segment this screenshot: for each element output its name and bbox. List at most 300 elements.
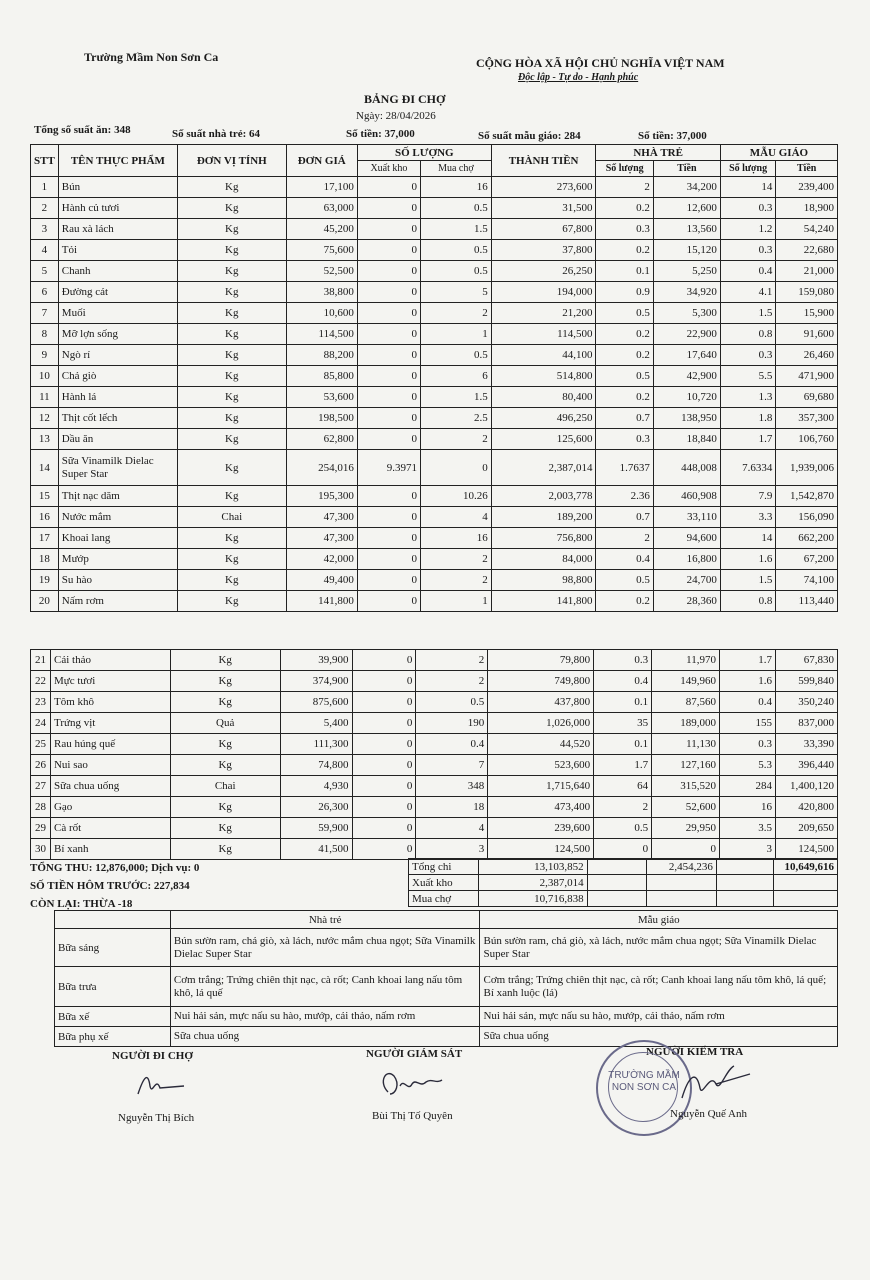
col-stock: Xuất kho <box>357 161 420 177</box>
row-name: Nấm rơm <box>58 591 177 612</box>
col-amount: THÀNH TIỀN <box>491 145 596 177</box>
food-row <box>31 261 838 282</box>
xuat-kho-label: Xuất kho <box>409 875 479 891</box>
row-stock: 0 <box>357 387 420 408</box>
row-unit: Kg <box>177 324 286 345</box>
row-stock: 0 <box>357 429 420 450</box>
row-amount: 756,800 <box>491 528 596 549</box>
row-price: 4,930 <box>280 776 352 797</box>
row-nt-amount: 29,950 <box>652 818 720 839</box>
col-unit: ĐƠN VỊ TÍNH <box>177 145 286 177</box>
row-mg-amount: 54,240 <box>776 219 838 240</box>
row-unit: Kg <box>170 818 280 839</box>
row-name: Nước mắm <box>58 507 177 528</box>
row-nt-qty: 2 <box>596 528 653 549</box>
row-mg-amount: 159,080 <box>776 282 838 303</box>
menu-nt: Bún sườn ram, chả giò, xà lách, nước mắm chua ngọt; Sữa Vinamilk Dielac Super Star <box>170 929 480 967</box>
row-amount: 37,800 <box>491 240 596 261</box>
row-buy: 190 <box>416 713 488 734</box>
row-mg-amount: 74,100 <box>776 570 838 591</box>
row-amount: 473,400 <box>488 797 594 818</box>
row-name: Thịt cốt lếch <box>58 408 177 429</box>
mau-giao-price: Số tiền: 37,000 <box>638 130 707 142</box>
row-price: 111,300 <box>280 734 352 755</box>
row-stock: 0 <box>357 261 420 282</box>
checker-title: NGƯỜI KIỂM TRA <box>646 1046 744 1058</box>
row-buy: 348 <box>416 776 488 797</box>
food-row <box>31 198 838 219</box>
food-row <box>31 591 838 612</box>
row-nt-qty: 35 <box>594 713 652 734</box>
row-nt-amount: 13,560 <box>653 219 720 240</box>
col-stt: STT <box>31 145 59 177</box>
row-name: Bún <box>58 177 177 198</box>
row-amount: 44,100 <box>491 345 596 366</box>
col-mg-sl: Số lượng <box>720 161 776 177</box>
row-buy: 10.26 <box>420 486 491 507</box>
row-nt-amount: 17,640 <box>653 345 720 366</box>
row-stt: 22 <box>31 671 51 692</box>
row-mg-qty: 3 <box>720 839 776 860</box>
row-stock: 0 <box>357 177 420 198</box>
row-stt: 10 <box>31 366 59 387</box>
row-nt-amount: 34,200 <box>653 177 720 198</box>
row-stt: 30 <box>31 839 51 860</box>
supervisor-title: NGƯỜI GIÁM SÁT <box>366 1048 463 1060</box>
row-stt: 15 <box>31 486 59 507</box>
row-mg-amount: 18,900 <box>776 198 838 219</box>
row-unit: Kg <box>177 528 286 549</box>
row-buy: 2 <box>420 429 491 450</box>
row-nt-amount: 149,960 <box>652 671 720 692</box>
row-nt-amount: 460,908 <box>653 486 720 507</box>
row-name: Rau húng quế <box>50 734 170 755</box>
row-mg-qty: 0.3 <box>720 198 776 219</box>
food-row <box>31 671 838 692</box>
row-unit: Kg <box>177 219 286 240</box>
row-mg-amount: 209,650 <box>775 818 837 839</box>
row-unit: Kg <box>177 486 286 507</box>
row-stock: 0 <box>357 198 420 219</box>
row-stock: 0 <box>357 591 420 612</box>
menu-mg: Bún sườn ram, chả giò, xà lách, nước mắm chua ngọt; Sữa Vinamilk Dielac Super Star <box>480 929 838 967</box>
row-stt: 23 <box>31 692 51 713</box>
row-amount: 1,026,000 <box>488 713 594 734</box>
row-mg-amount: 26,460 <box>776 345 838 366</box>
row-stt: 8 <box>31 324 59 345</box>
row-name: Mướp <box>58 549 177 570</box>
food-row <box>31 282 838 303</box>
row-nt-qty: 2.36 <box>596 486 653 507</box>
row-nt-qty: 0.1 <box>594 734 652 755</box>
menu-table <box>54 910 838 1047</box>
row-buy: 4 <box>416 818 488 839</box>
row-stock: 0 <box>357 240 420 261</box>
row-stock: 0 <box>352 692 416 713</box>
row-amount: 273,600 <box>491 177 596 198</box>
row-mg-qty: 3.5 <box>720 818 776 839</box>
row-price: 254,016 <box>286 450 357 486</box>
row-unit: Kg <box>177 429 286 450</box>
row-stt: 5 <box>31 261 59 282</box>
food-row <box>31 818 838 839</box>
tong-chi-label: Tổng chi <box>409 859 479 875</box>
row-buy: 0.5 <box>420 345 491 366</box>
row-nt-qty: 64 <box>594 776 652 797</box>
food-row <box>31 528 838 549</box>
row-stt: 6 <box>31 282 59 303</box>
row-mg-amount: 396,440 <box>775 755 837 776</box>
row-unit: Kg <box>170 650 280 671</box>
menu-meal: Bữa xế <box>55 1007 171 1027</box>
row-stt: 26 <box>31 755 51 776</box>
row-buy: 6 <box>420 366 491 387</box>
checker-signature <box>676 1058 756 1108</box>
food-row <box>31 387 838 408</box>
row-nt-amount: 12,600 <box>653 198 720 219</box>
row-unit: Chai <box>177 507 286 528</box>
menu-nt: Nui hải sản, mực nấu su hào, mướp, cải thảo, nấm rơm <box>170 1007 480 1027</box>
row-amount: 749,800 <box>488 671 594 692</box>
col-price: ĐƠN GIÁ <box>286 145 357 177</box>
row-mg-amount: 662,200 <box>776 528 838 549</box>
row-price: 63,000 <box>286 198 357 219</box>
row-unit: Kg <box>177 345 286 366</box>
menu-mg: Cơm trắng; Trứng chiên thịt nạc, cà rốt; Canh khoai lang nấu tôm khô, lá quế; Bí xanh luộc (lá) <box>480 967 838 1007</box>
tong-chi-value: 13,103,852 <box>478 859 587 875</box>
row-price: 198,500 <box>286 408 357 429</box>
row-stock: 0 <box>352 839 416 860</box>
row-amount: 44,520 <box>488 734 594 755</box>
row-buy: 1.5 <box>420 387 491 408</box>
row-stock: 0 <box>352 713 416 734</box>
nha-tre-meals: Số suất nhà trẻ: 64 <box>172 128 261 140</box>
row-price: 52,500 <box>286 261 357 282</box>
row-nt-qty: 0.7 <box>596 507 653 528</box>
row-stock: 0 <box>357 345 420 366</box>
row-buy: 2 <box>420 549 491 570</box>
row-unit: Kg <box>177 303 286 324</box>
row-amount: 437,800 <box>488 692 594 713</box>
row-stock: 0 <box>357 366 420 387</box>
row-mg-amount: 420,800 <box>775 797 837 818</box>
row-stock: 0 <box>352 818 416 839</box>
row-nt-qty: 0.3 <box>594 650 652 671</box>
food-row <box>31 650 838 671</box>
row-price: 49,400 <box>286 570 357 591</box>
nha-tre-price: Số tiền: 37,000 <box>346 128 415 140</box>
row-name: Khoai lang <box>58 528 177 549</box>
col-name: TÊN THỰC PHẨM <box>58 145 177 177</box>
row-nt-qty: 1.7637 <box>596 450 653 486</box>
row-nt-qty: 0.2 <box>596 387 653 408</box>
row-nt-amount: 10,720 <box>653 387 720 408</box>
col-nt-tien: Tiền <box>653 161 720 177</box>
row-mg-qty: 0.3 <box>720 240 776 261</box>
row-nt-qty: 0.2 <box>596 198 653 219</box>
mua-cho-value: 10,716,838 <box>478 891 587 907</box>
row-mg-amount: 357,300 <box>776 408 838 429</box>
row-name: Bí xanh <box>50 839 170 860</box>
row-mg-amount: 113,440 <box>776 591 838 612</box>
row-buy: 0.4 <box>416 734 488 755</box>
food-table-part2 <box>30 649 838 860</box>
country-name: CỘNG HÒA XÃ HỘI CHỦ NGHĨA VIỆT NAM <box>476 56 725 70</box>
row-stock: 9.3971 <box>357 450 420 486</box>
food-row <box>31 776 838 797</box>
row-nt-qty: 0.5 <box>594 818 652 839</box>
row-price: 10,600 <box>286 303 357 324</box>
buyer-title: NGƯỜI ĐI CHỢ <box>112 1050 193 1062</box>
row-nt-qty: 0.3 <box>596 219 653 240</box>
row-unit: Kg <box>170 692 280 713</box>
row-nt-qty: 0.2 <box>596 345 653 366</box>
food-row <box>31 429 838 450</box>
row-price: 88,200 <box>286 345 357 366</box>
row-mg-amount: 837,000 <box>775 713 837 734</box>
row-nt-qty: 0.2 <box>596 240 653 261</box>
row-name: Tỏi <box>58 240 177 261</box>
row-stock: 0 <box>357 324 420 345</box>
tong-chi-nt: 2,454,236 <box>647 859 717 875</box>
row-buy: 0.5 <box>416 692 488 713</box>
row-name: Dầu ăn <box>58 429 177 450</box>
row-mg-qty: 284 <box>720 776 776 797</box>
row-nt-amount: 24,700 <box>653 570 720 591</box>
supervisor-signature <box>376 1062 446 1102</box>
row-mg-amount: 1,939,006 <box>776 450 838 486</box>
row-stt: 27 <box>31 776 51 797</box>
total-meals: Tổng số suất ăn: 348 <box>34 124 131 136</box>
food-table-part1 <box>30 144 838 612</box>
row-price: 47,300 <box>286 507 357 528</box>
row-name: Ngò rí <box>58 345 177 366</box>
doc-date: Ngày: 28/04/2026 <box>356 110 436 122</box>
col-qty: SỐ LƯỢNG <box>357 145 491 161</box>
row-nt-qty: 0.9 <box>596 282 653 303</box>
row-price: 59,900 <box>280 818 352 839</box>
row-buy: 4 <box>420 507 491 528</box>
row-stt: 14 <box>31 450 59 486</box>
row-buy: 3 <box>416 839 488 860</box>
doc-title: BẢNG ĐI CHỢ <box>364 92 446 106</box>
row-nt-amount: 11,130 <box>652 734 720 755</box>
row-nt-qty: 2 <box>596 177 653 198</box>
food-row <box>31 345 838 366</box>
row-mg-qty: 3.3 <box>720 507 776 528</box>
row-price: 62,800 <box>286 429 357 450</box>
mau-giao-meals: Số suất mẫu giáo: 284 <box>478 130 581 142</box>
row-price: 41,500 <box>280 839 352 860</box>
row-mg-qty: 1.8 <box>720 408 776 429</box>
row-buy: 2 <box>416 671 488 692</box>
row-name: Sữa chua uống <box>50 776 170 797</box>
row-stt: 11 <box>31 387 59 408</box>
row-name: Sữa Vinamilk Dielac Super Star <box>58 450 177 486</box>
row-mg-amount: 350,240 <box>775 692 837 713</box>
row-name: Chả giò <box>58 366 177 387</box>
row-unit: Kg <box>177 282 286 303</box>
row-stt: 13 <box>31 429 59 450</box>
row-nt-amount: 127,160 <box>652 755 720 776</box>
food-row <box>31 755 838 776</box>
row-nt-amount: 18,840 <box>653 429 720 450</box>
row-amount: 194,000 <box>491 282 596 303</box>
food-row <box>31 839 838 860</box>
row-price: 374,900 <box>280 671 352 692</box>
row-price: 141,800 <box>286 591 357 612</box>
col-nha-tre: NHÀ TRẺ <box>596 145 720 161</box>
row-stock: 0 <box>352 650 416 671</box>
row-mg-qty: 1.5 <box>720 303 776 324</box>
row-mg-qty: 16 <box>720 797 776 818</box>
row-name: Mực tươi <box>50 671 170 692</box>
row-buy: 1.5 <box>420 219 491 240</box>
row-unit: Kg <box>177 570 286 591</box>
col-nt-sl: Số lượng <box>596 161 653 177</box>
row-unit: Quả <box>170 713 280 734</box>
food-row <box>31 797 838 818</box>
food-row <box>31 366 838 387</box>
row-unit: Kg <box>177 387 286 408</box>
row-stock: 0 <box>357 282 420 303</box>
totals-table <box>408 858 838 907</box>
buyer-name: Nguyễn Thị Bích <box>118 1112 195 1124</box>
row-amount: 98,800 <box>491 570 596 591</box>
row-stt: 2 <box>31 198 59 219</box>
row-amount: 79,800 <box>488 650 594 671</box>
row-name: Gạo <box>50 797 170 818</box>
row-nt-amount: 0 <box>652 839 720 860</box>
row-buy: 0.5 <box>420 198 491 219</box>
row-amount: 496,250 <box>491 408 596 429</box>
food-row <box>31 692 838 713</box>
row-price: 75,600 <box>286 240 357 261</box>
row-mg-amount: 15,900 <box>776 303 838 324</box>
row-name: Cà rốt <box>50 818 170 839</box>
row-nt-amount: 33,110 <box>653 507 720 528</box>
row-amount: 80,400 <box>491 387 596 408</box>
supervisor-name: Bùi Thị Tố Quyên <box>372 1110 453 1122</box>
row-stock: 0 <box>352 797 416 818</box>
buyer-signature <box>130 1066 190 1100</box>
row-stt: 21 <box>31 650 51 671</box>
row-buy: 7 <box>416 755 488 776</box>
row-stt: 20 <box>31 591 59 612</box>
row-mg-qty: 1.6 <box>720 549 776 570</box>
row-amount: 239,600 <box>488 818 594 839</box>
row-name: Hành lá <box>58 387 177 408</box>
menu-mau-giao-header: Mẫu giáo <box>480 911 838 929</box>
col-mg-tien: Tiền <box>776 161 838 177</box>
row-nt-qty: 2 <box>594 797 652 818</box>
row-nt-qty: 0.5 <box>596 570 653 591</box>
row-amount: 26,250 <box>491 261 596 282</box>
food-row <box>31 219 838 240</box>
row-name: Tôm khô <box>50 692 170 713</box>
row-unit: Kg <box>177 450 286 486</box>
row-name: Đường cát <box>58 282 177 303</box>
row-mg-qty: 4.1 <box>720 282 776 303</box>
row-unit: Kg <box>170 839 280 860</box>
row-price: 74,800 <box>280 755 352 776</box>
row-stt: 28 <box>31 797 51 818</box>
menu-meal: Bữa phụ xế <box>55 1027 171 1047</box>
row-nt-qty: 0.7 <box>596 408 653 429</box>
row-nt-amount: 34,920 <box>653 282 720 303</box>
row-price: 5,400 <box>280 713 352 734</box>
row-mg-amount: 33,390 <box>775 734 837 755</box>
row-mg-qty: 0.3 <box>720 734 776 755</box>
row-nt-amount: 52,600 <box>652 797 720 818</box>
row-amount: 141,800 <box>491 591 596 612</box>
row-price: 39,900 <box>280 650 352 671</box>
tong-chi-mg: 10,649,616 <box>774 859 838 875</box>
row-nt-amount: 22,900 <box>653 324 720 345</box>
row-amount: 125,600 <box>491 429 596 450</box>
xuat-kho-value: 2,387,014 <box>478 875 587 891</box>
row-buy: 0 <box>420 450 491 486</box>
row-unit: Kg <box>177 549 286 570</box>
row-name: Hành củ tươi <box>58 198 177 219</box>
row-name: Rau xà lách <box>58 219 177 240</box>
menu-mg: Nui hải sản, mực nấu su hào, mướp, cải thảo, nấm rơm <box>480 1007 838 1027</box>
row-buy: 2 <box>416 650 488 671</box>
row-nt-amount: 28,360 <box>653 591 720 612</box>
food-row <box>31 324 838 345</box>
row-name: Chanh <box>58 261 177 282</box>
row-name: Muối <box>58 303 177 324</box>
row-nt-amount: 15,120 <box>653 240 720 261</box>
row-unit: Kg <box>177 261 286 282</box>
row-stt: 1 <box>31 177 59 198</box>
row-mg-qty: 0.8 <box>720 324 776 345</box>
food-row <box>31 549 838 570</box>
row-amount: 1,715,640 <box>488 776 594 797</box>
row-stock: 0 <box>357 219 420 240</box>
row-name: Nui sao <box>50 755 170 776</box>
row-mg-qty: 1.2 <box>720 219 776 240</box>
row-mg-amount: 156,090 <box>776 507 838 528</box>
row-stock: 0 <box>357 507 420 528</box>
row-unit: Kg <box>177 198 286 219</box>
row-mg-qty: 14 <box>720 177 776 198</box>
food-row <box>31 303 838 324</box>
row-stock: 0 <box>357 549 420 570</box>
row-nt-qty: 1.7 <box>594 755 652 776</box>
menu-nt: Cơm trắng; Trứng chiên thịt nạc, cà rốt; Canh khoai lang nấu tôm khô, lá quế <box>170 967 480 1007</box>
row-nt-amount: 16,800 <box>653 549 720 570</box>
row-buy: 16 <box>420 528 491 549</box>
row-buy: 0.5 <box>420 261 491 282</box>
row-mg-qty: 0.3 <box>720 345 776 366</box>
row-nt-amount: 94,600 <box>653 528 720 549</box>
row-unit: Kg <box>170 797 280 818</box>
row-buy: 16 <box>420 177 491 198</box>
row-unit: Kg <box>170 755 280 776</box>
row-stock: 0 <box>352 671 416 692</box>
row-nt-qty: 0.5 <box>596 366 653 387</box>
row-nt-amount: 448,008 <box>653 450 720 486</box>
row-name: Mỡ lợn sống <box>58 324 177 345</box>
row-nt-amount: 5,250 <box>653 261 720 282</box>
row-stock: 0 <box>357 570 420 591</box>
food-row <box>31 450 838 486</box>
row-unit: Chai <box>170 776 280 797</box>
row-nt-amount: 189,000 <box>652 713 720 734</box>
row-mg-amount: 124,500 <box>775 839 837 860</box>
row-nt-amount: 11,970 <box>652 650 720 671</box>
